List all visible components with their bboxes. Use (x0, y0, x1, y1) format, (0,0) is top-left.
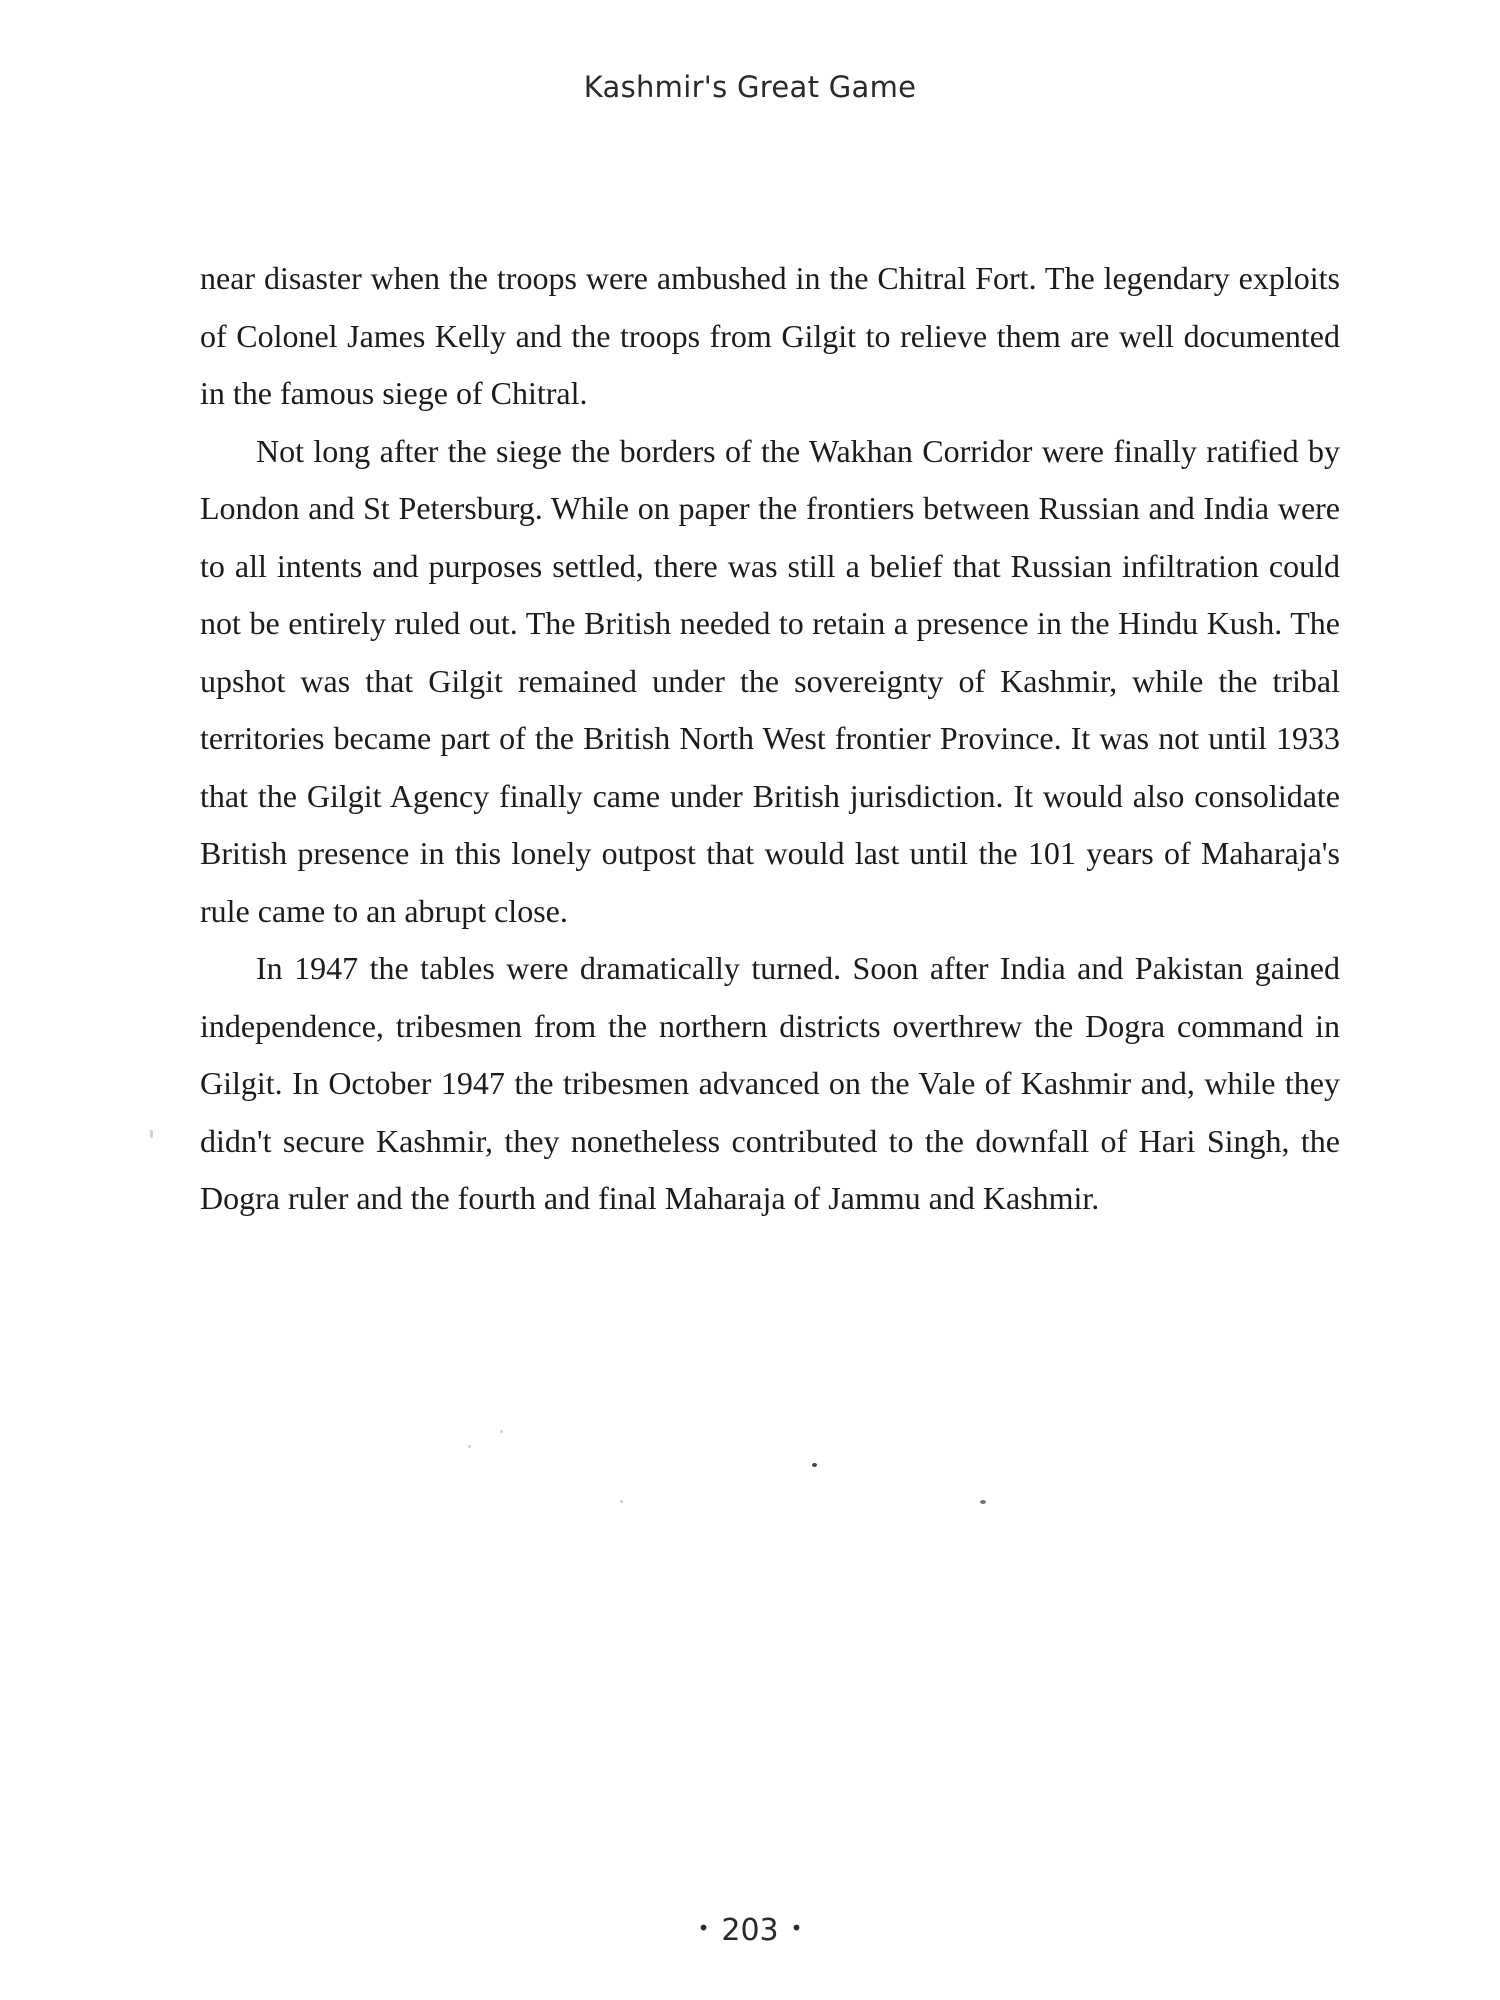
scan-speck (150, 1130, 153, 1138)
scan-speck (468, 1445, 471, 1448)
running-head: Kashmir's Great Game (583, 70, 917, 104)
paragraph-1: near disaster when the troops were ambushed in the Chitral Fort. The legendary exploits of Colonel James Kelly and the troops from Gilgit to relieve them are well documented in the famous siege of Chitral. (200, 260, 1340, 411)
folio-ornament-right: • (790, 1916, 803, 1940)
body-text (200, 250, 1340, 1228)
scan-speck (980, 1500, 986, 1504)
paragraph-2: Not long after the siege the borders of the Wakhan Corridor were finally ratified by London and St Petersburg. While on paper the frontiers between Russian and India were to all intents and purposes settled, there was still a belief that Russian infiltration could not be entirely ruled out. The British needed to retain a presence in the Hindu Kush. The upshot was that Gilgit remained under the sovereignty of Kashmir, while the tribal territories became part of the British North West frontier Province. It was not until 1933 that the Gilgit Agency finally came under British jurisdiction. It would also consolidate British presence in this lonely outpost that would last until the 101 years of Maharaja's rule came to an abrupt close. (200, 432, 1340, 929)
page-number (0, 1913, 1500, 1948)
paragraph-3: In 1947 the tables were dramatically turned. Soon after India and Pakistan gained independence, tribesmen from the northern districts overthrew the Dogra command in Gilgit. In October 1947 the tribesmen advanced on the Vale of Kashmir and, while they didn't secure Kashmir, they nonetheless contributed to the downfall of Hari Singh, the Dogra ruler and the fourth and final Maharaja of Jammu and Kashmir. (200, 950, 1340, 1216)
scan-speck (620, 1500, 623, 1503)
folio-ornament-left: • (697, 1916, 710, 1940)
scan-speck (812, 1463, 817, 1467)
scan-speck (500, 1430, 503, 1433)
page-number-value: 203 (721, 1913, 779, 1948)
